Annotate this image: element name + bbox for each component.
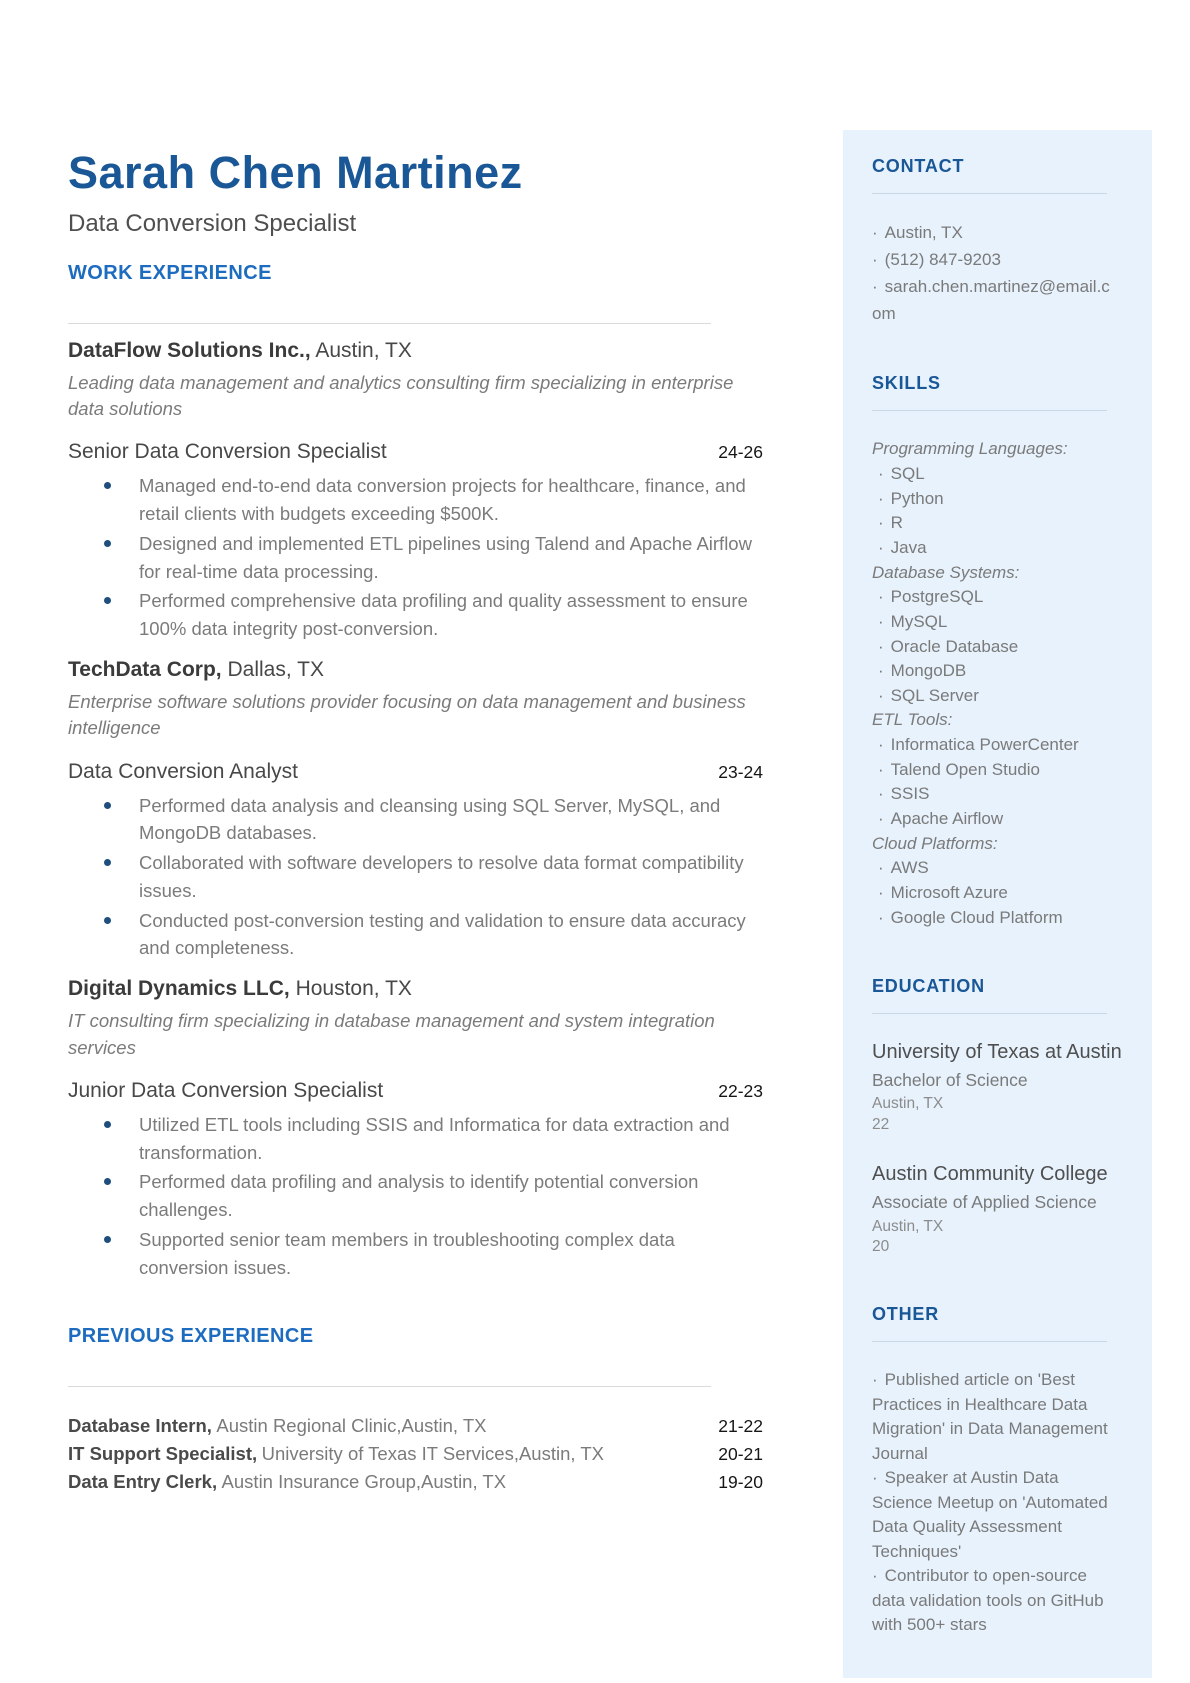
contact-item-location — [872, 220, 1116, 247]
previous-role: IT Support Specialist, — [68, 1443, 258, 1465]
skill-text: Python — [890, 488, 944, 508]
previous-experience-row — [68, 1413, 763, 1439]
company-location: Austin, TX — [315, 338, 412, 362]
bullet-dot-icon: · — [878, 636, 884, 656]
bullet-dot-icon: · — [878, 882, 884, 902]
company-line — [68, 976, 763, 1002]
company-location: Houston, TX — [295, 977, 412, 1001]
school-degree: Associate of Applied Science — [872, 1191, 1097, 1212]
skill-text: Apache Airflow — [890, 809, 1004, 829]
skill-item — [872, 782, 1122, 807]
school-year: 20 — [872, 1238, 890, 1256]
skill-text: SQL — [890, 464, 925, 484]
bullet-dot-icon — [104, 540, 111, 547]
bullet-dot-icon: · — [878, 735, 884, 755]
other-item — [872, 1466, 1116, 1564]
other-text: Contributor to open-source data validation tools on GitHub with 500+ stars — [872, 1566, 1104, 1635]
role-row — [68, 1079, 763, 1103]
other-item — [872, 1564, 1116, 1637]
skill-item — [872, 807, 1122, 832]
skill-item — [872, 487, 1122, 512]
skill-item — [872, 462, 1122, 487]
bullet-dot-icon: · — [878, 685, 884, 705]
contact-section — [872, 156, 1122, 327]
previous-role-line — [68, 1441, 604, 1467]
sidebar-divider — [872, 193, 1107, 194]
bullet-dot-icon: · — [878, 858, 884, 878]
bullet-dot-icon: · — [872, 223, 878, 242]
bullet-dot-icon — [104, 802, 111, 809]
skill-item — [872, 659, 1122, 684]
other-item — [872, 1368, 1116, 1466]
contact-item-email — [872, 274, 1116, 328]
skill-group-label: ETL Tools: — [872, 710, 953, 730]
bullet-dot-icon: · — [878, 488, 884, 508]
school-name: University of Texas at Austin — [872, 1041, 1122, 1064]
bullet-text: Performed data analysis and cleansing using SQL Server, MySQL, and MongoDB databases. — [139, 794, 721, 844]
role-dates: 23-24 — [718, 761, 763, 782]
bullet-item — [68, 587, 763, 643]
contact-text: sarah.chen.martinez@email.com — [872, 276, 1110, 323]
skill-text: Talend Open Studio — [890, 759, 1041, 779]
sidebar-divider — [872, 1013, 1107, 1014]
bullet-dot-icon — [104, 917, 111, 924]
company-block-techdata — [68, 657, 763, 962]
skill-text: R — [890, 513, 903, 533]
bullet-text: Designed and implemented ETL pipelines using Talend and Apache Airflow for real-time data processing. — [139, 532, 752, 582]
other-text: Published article on 'Best Practices in Healthcare Data Migration' in Data Management Journal — [872, 1370, 1108, 1463]
school-year: 22 — [872, 1116, 890, 1134]
contact-text: (512) 847-9203 — [884, 249, 1001, 269]
bullet-text: Collaborated with software developers to resolve data format compatibility issues. — [139, 852, 744, 901]
skill-text: Microsoft Azure — [890, 882, 1008, 902]
company-block-digital-dynamics — [68, 976, 763, 1281]
role-title: Junior Data Conversion Specialist — [68, 1078, 384, 1102]
previous-org: Austin Insurance Group,Austin, TX — [221, 1470, 507, 1492]
previous-experience-heading: PREVIOUS EXPERIENCE — [68, 1325, 314, 1348]
bullet-dot-icon: · — [878, 661, 884, 681]
skill-item — [872, 610, 1122, 635]
bullet-dot-icon: · — [872, 1468, 878, 1488]
sidebar-divider — [872, 410, 1107, 411]
company-description: IT consulting firm specializing in database management and system integration services — [68, 1010, 715, 1058]
role-dates: 24-26 — [718, 442, 763, 463]
role-bullets — [68, 472, 763, 643]
previous-dates: 19-20 — [718, 1471, 763, 1492]
bullet-dot-icon: · — [878, 611, 884, 631]
skill-text: Google Cloud Platform — [890, 907, 1063, 927]
bullet-item — [68, 907, 763, 963]
school-block — [872, 1162, 1122, 1258]
other-heading: OTHER — [872, 1304, 939, 1325]
bullet-dot-icon — [104, 1178, 111, 1185]
other-section — [872, 1304, 1122, 1637]
person-job-title: Data Conversion Specialist — [68, 209, 357, 237]
bullet-dot-icon — [104, 482, 111, 489]
company-description: Enterprise software solutions provider focusing on data management and business intelligence — [68, 691, 746, 739]
skill-item — [872, 635, 1122, 660]
skill-item — [872, 733, 1122, 758]
skills-section — [872, 373, 1122, 930]
bullet-text: Performed comprehensive data profiling and quality assessment to ensure 100% data integrity post-conversion. — [139, 590, 748, 640]
previous-role: Database Intern, — [68, 1415, 212, 1437]
skill-text: SQL Server — [890, 685, 979, 705]
section-divider — [68, 323, 711, 324]
company-name: TechData Corp, — [68, 657, 222, 681]
bullet-text: Supported senior team members in troubleshooting complex data conversion issues. — [139, 1228, 675, 1278]
skill-item — [872, 511, 1122, 536]
bullet-dot-icon: · — [872, 249, 878, 269]
skill-group-label: Cloud Platforms: — [872, 833, 998, 853]
bullet-item — [68, 530, 763, 586]
sidebar — [843, 130, 1152, 1678]
bullet-dot-icon: · — [872, 276, 878, 296]
company-name: Digital Dynamics LLC, — [68, 977, 290, 1001]
previous-org: Austin Regional Clinic,Austin, TX — [216, 1415, 487, 1437]
company-name: DataFlow Solutions Inc., — [68, 338, 311, 362]
bullet-dot-icon — [104, 597, 111, 604]
bullet-text: Managed end-to-end data conversion projects for healthcare, finance, and retail clients with budgets exceeding $500K. — [139, 475, 746, 525]
bullet-dot-icon: · — [878, 464, 884, 484]
previous-dates: 21-22 — [718, 1416, 763, 1437]
bullet-item — [68, 1111, 763, 1167]
sidebar-divider — [872, 1341, 1107, 1342]
bullet-dot-icon: · — [878, 759, 884, 779]
previous-experience-row — [68, 1469, 763, 1495]
bullet-dot-icon: · — [872, 1566, 878, 1586]
skill-text: Oracle Database — [890, 636, 1019, 656]
company-description: Leading data management and analytics consulting firm specializing in enterprise data solutions — [68, 371, 734, 420]
company-line — [68, 338, 763, 364]
skill-text: MongoDB — [890, 661, 967, 681]
role-title: Data Conversion Analyst — [68, 759, 298, 783]
company-block-dataflow — [68, 338, 763, 643]
main-column — [68, 148, 763, 1497]
skill-text: SSIS — [890, 784, 930, 804]
bullet-dot-icon: · — [878, 587, 884, 607]
skill-text: Informatica PowerCenter — [890, 735, 1079, 755]
skill-item — [872, 684, 1122, 709]
section-divider — [68, 1386, 711, 1387]
education-heading: EDUCATION — [872, 976, 985, 997]
role-row — [68, 760, 763, 784]
previous-role-line — [68, 1469, 506, 1495]
skill-text: MySQL — [890, 611, 948, 631]
role-bullets — [68, 1111, 763, 1282]
role-row — [68, 440, 763, 464]
company-line — [68, 657, 763, 683]
school-name: Austin Community College — [872, 1163, 1108, 1186]
skill-item — [872, 536, 1122, 561]
bullet-text: Performed data profiling and analysis to identify potential conversion challenges. — [139, 1171, 699, 1221]
previous-experience-list — [68, 1413, 763, 1494]
contact-heading: CONTACT — [872, 156, 965, 176]
previous-dates: 20-21 — [718, 1444, 763, 1465]
education-section — [872, 976, 1122, 1258]
other-text: Speaker at Austin Data Science Meetup on 'Automated Data Quality Assessment Techniques' — [872, 1468, 1108, 1561]
bullet-dot-icon: · — [878, 907, 884, 927]
bullet-dot-icon: · — [872, 1370, 878, 1390]
bullet-dot-icon — [104, 1121, 111, 1128]
bullet-dot-icon — [104, 1236, 111, 1243]
skill-text: AWS — [890, 858, 929, 878]
skill-text: Java — [890, 538, 927, 557]
role-bullets — [68, 792, 763, 963]
role-dates: 22-23 — [718, 1080, 763, 1101]
skill-item — [872, 856, 1122, 881]
bullet-dot-icon: · — [878, 513, 884, 533]
bullet-item — [68, 1168, 763, 1224]
skills-heading: SKILLS — [872, 373, 941, 394]
skill-item — [872, 758, 1122, 783]
company-location: Dallas, TX — [227, 657, 324, 681]
school-location: Austin, TX — [872, 1095, 944, 1113]
bullet-text: Utilized ETL tools including SSIS and Informatica for data extraction and transformation. — [139, 1113, 730, 1163]
previous-experience-row — [68, 1441, 763, 1467]
bullet-item — [68, 472, 763, 528]
bullet-dot-icon: · — [878, 784, 884, 804]
skill-text: PostgreSQL — [890, 587, 984, 607]
person-name: Sarah Chen Martinez — [68, 147, 523, 198]
contact-text: Austin, TX — [884, 223, 963, 242]
bullet-dot-icon — [104, 859, 111, 866]
school-location: Austin, TX — [872, 1217, 944, 1235]
work-experience-heading: WORK EXPERIENCE — [68, 261, 272, 284]
bullet-text: Conducted post-conversion testing and validation to ensure data accuracy and completeness. — [139, 909, 746, 959]
skill-item — [872, 881, 1122, 906]
previous-org: University of Texas IT Services,Austin, TX — [261, 1443, 604, 1465]
previous-role-line — [68, 1413, 486, 1439]
bullet-item — [68, 849, 763, 905]
bullet-item — [68, 792, 763, 848]
bullet-dot-icon: · — [878, 538, 884, 557]
role-title: Senior Data Conversion Specialist — [68, 440, 387, 464]
school-block — [872, 1040, 1122, 1136]
previous-role: Data Entry Clerk, — [68, 1470, 218, 1492]
skill-group-label: Database Systems: — [872, 562, 1020, 582]
school-degree: Bachelor of Science — [872, 1069, 1028, 1090]
contact-item-phone — [872, 247, 1116, 274]
skill-item — [872, 906, 1122, 931]
bullet-item — [68, 1226, 763, 1282]
bullet-dot-icon: · — [878, 809, 884, 829]
skill-item — [872, 585, 1122, 610]
skill-group-label: Programming Languages: — [872, 439, 1068, 459]
